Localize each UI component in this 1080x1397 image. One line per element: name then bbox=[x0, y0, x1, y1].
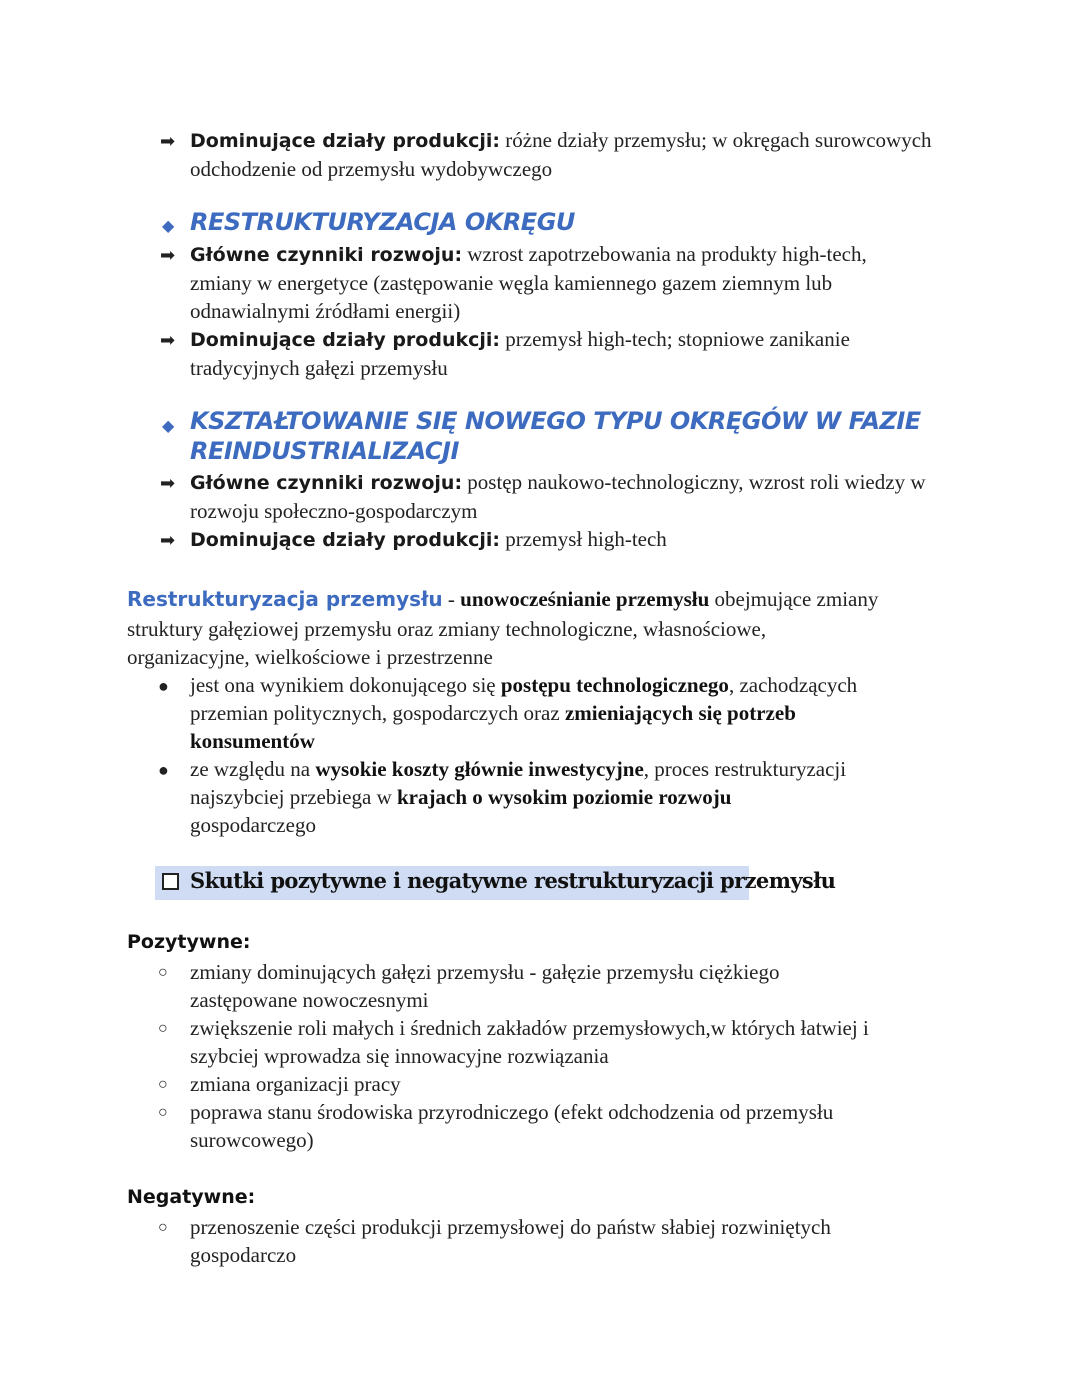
list-item: zwiększenie roli małych i średnich zakładów przemysłowych,w których łatwiej i bbox=[190, 1016, 869, 1040]
bullet-bold: zmieniających się potrzeb bbox=[564, 701, 796, 725]
list-item: zmiany dominujących gałęzi przemysłu - gałęzie przemysłu ciężkiego bbox=[190, 960, 780, 984]
definition-bold: unowocześnianie przemysłu bbox=[460, 587, 710, 611]
bullet-bold: postępu technologicznego bbox=[500, 673, 729, 697]
definition-term: Restrukturyzacja przemysłu bbox=[127, 587, 443, 611]
positive-label: Pozytywne: bbox=[127, 931, 251, 953]
arrow-icon: ➡ bbox=[160, 473, 176, 494]
circle-bullet-icon: ○ bbox=[158, 1104, 168, 1121]
bullet-line bbox=[190, 671, 970, 699]
definition-line-cont: struktury gałęziowej przemysłu oraz zmiany technologiczne, własnościowe, bbox=[127, 617, 767, 641]
factors-text: postęp naukowo-technologiczny, wzrost roli wiedzy w bbox=[462, 470, 926, 494]
bullet-text: ze względu na bbox=[190, 757, 316, 781]
diamond-icon: ◆ bbox=[162, 416, 175, 435]
factors-label: Główne czynniki rozwoju: bbox=[190, 472, 463, 494]
circle-bullet-icon: ○ bbox=[158, 1076, 168, 1093]
bullet-line-cont bbox=[190, 783, 970, 811]
factors-line-cont: odnawialnymi źródłami energii) bbox=[190, 299, 461, 323]
dominant-label: Dominujące działy produkcji: bbox=[190, 130, 501, 152]
factors-text: wzrost zapotrzebowania na produkty high-tech, bbox=[462, 242, 867, 266]
dominant-line bbox=[190, 325, 970, 354]
heading-ksztaltowanie-1: KSZTAŁTOWANIE SIĘ NOWEGO TYPU OKRĘGÓW W FAZIE bbox=[190, 407, 921, 435]
arrow-icon: ➡ bbox=[160, 330, 176, 351]
bullet-bold: wysokie koszty głównie inwestycyjne bbox=[315, 757, 644, 781]
dominant-text: przemysł high-tech; stopniowe zanikanie bbox=[500, 327, 850, 351]
bullet-bold: konsumentów bbox=[190, 729, 315, 753]
definition-line bbox=[127, 585, 967, 613]
bullet-icon: ● bbox=[158, 676, 169, 696]
bullet-text: , zachodzących bbox=[728, 673, 858, 697]
circle-bullet-icon: ○ bbox=[158, 1020, 168, 1037]
dominant-label: Dominujące działy produkcji: bbox=[190, 529, 501, 551]
list-item-cont: zastępowane nowoczesnymi bbox=[190, 988, 429, 1012]
bullet-line-cont: gospodarczego bbox=[190, 813, 316, 837]
dominant-line-cont: odchodzenie od przemysłu wydobywczego bbox=[190, 157, 553, 181]
list-item-cont: szybciej wprowadza się innowacyjne rozwiązania bbox=[190, 1044, 609, 1068]
bullet-bold: krajach o wysokim poziomie rozwoju bbox=[397, 785, 732, 809]
dominant-text: przemysł high-tech bbox=[500, 527, 667, 551]
factors-line-cont: rozwoju społeczno-gospodarczym bbox=[190, 499, 478, 523]
diamond-icon: ◆ bbox=[162, 216, 175, 235]
bullet-text: , proces restrukturyzacji bbox=[643, 757, 847, 781]
list-item: zmiana organizacji pracy bbox=[190, 1072, 401, 1096]
bullet-text: jest ona wynikiem dokonującego się bbox=[190, 673, 501, 697]
definition-dash: - bbox=[442, 587, 461, 611]
circle-bullet-icon: ○ bbox=[158, 964, 168, 981]
arrow-icon: ➡ bbox=[160, 530, 176, 551]
dominant-line bbox=[190, 525, 970, 554]
dominant-label: Dominujące działy produkcji: bbox=[190, 329, 501, 351]
factors-label: Główne czynniki rozwoju: bbox=[190, 244, 463, 266]
factors-line-cont: zmiany w energetyce (zastępowanie węgla kamiennego gazem ziemnym lub bbox=[190, 271, 833, 295]
bullet-text: najszybciej przebiega w bbox=[190, 785, 397, 809]
bullet-text: przemian politycznych, gospodarczych oraz bbox=[190, 701, 565, 725]
list-item-cont: surowcowego) bbox=[190, 1128, 314, 1152]
factors-line bbox=[190, 468, 970, 497]
bullet-line-cont bbox=[190, 727, 970, 755]
definition-line-cont: organizacyjne, wielkościowe i przestrzenne bbox=[127, 645, 493, 669]
arrow-icon: ➡ bbox=[160, 245, 176, 266]
dominant-line bbox=[190, 126, 970, 155]
arrow-icon: ➡ bbox=[160, 131, 176, 152]
dominant-text: różne działy przemysłu; w okręgach surowcowych bbox=[500, 128, 932, 152]
heading-ksztaltowanie-2: REINDUSTRIALIZACJI bbox=[190, 437, 459, 465]
bullet-icon: ● bbox=[158, 760, 169, 780]
list-item: przenoszenie części produkcji przemysłowej do państw słabiej rozwiniętych bbox=[190, 1215, 831, 1239]
heading-restrukturyzacja: RESTRUKTURYZACJA OKRĘGU bbox=[190, 208, 575, 236]
checkbox-icon[interactable] bbox=[162, 873, 179, 890]
factors-line bbox=[190, 240, 970, 269]
bullet-line-cont bbox=[190, 699, 970, 727]
negative-label: Negatywne: bbox=[127, 1186, 256, 1208]
list-item: poprawa stanu środowiska przyrodniczego (efekt odchodzenia od przemysłu bbox=[190, 1100, 834, 1124]
circle-bullet-icon: ○ bbox=[158, 1219, 168, 1236]
dominant-line-cont: tradycyjnych gałęzi przemysłu bbox=[190, 356, 448, 380]
bullet-line bbox=[190, 755, 970, 783]
section-title: Skutki pozytywne i negatywne restrukturyzacji przemysłu bbox=[190, 868, 836, 893]
list-item-cont: gospodarczo bbox=[190, 1243, 297, 1267]
definition-text: obejmujące zmiany bbox=[709, 587, 879, 611]
